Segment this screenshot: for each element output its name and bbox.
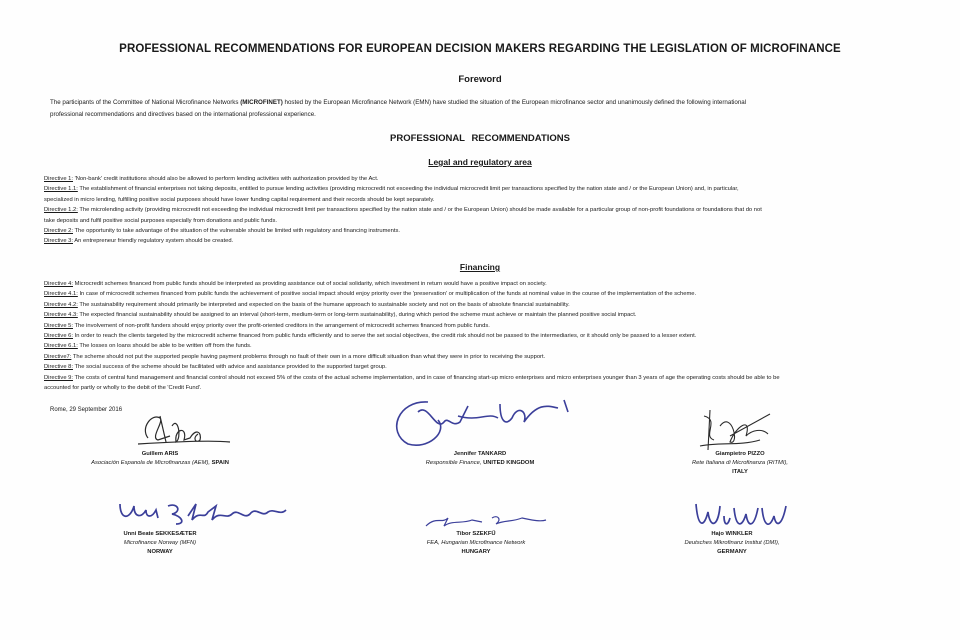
- directive-line: [44, 184, 914, 194]
- directive-line: [44, 352, 914, 362]
- place-date: Rome, 29 September 2016: [50, 407, 123, 413]
- signatory-org: Deutsches Mikrofinanz Institut (DMI),: [684, 540, 780, 546]
- directive-text: The opportunity to take advantage of the situation of the vulnerable should be limited with regulatory and financing instruments.: [73, 228, 400, 235]
- directive-label: Directive 1.2:: [44, 207, 78, 214]
- signature-image: [422, 510, 552, 530]
- directive-text: The losses on loans should be able to be written off from the funds.: [77, 343, 252, 350]
- directive-text: The establishment of financial enterprises not taking deposits, entitled to pursue lending activities (providing microcredit not exceeding the individual microcredit limit per transactions specified by the nation state and / or the European Union) and, in particular,: [77, 186, 739, 193]
- signatory-country: GERMANY: [717, 549, 747, 555]
- signature-image: [130, 408, 240, 448]
- directive-text: accounted for partly or wholly to the debit of the 'Credit Fund'.: [44, 385, 202, 392]
- signature-image: [690, 406, 780, 456]
- directive-text: An entrepreneur friendly regulatory system should be created.: [73, 238, 234, 245]
- directive-line: [44, 279, 914, 289]
- directive-text: The costs of central fund management and financial control should not exceed 5% of the costs of the actual scheme implementation, and in case of financing start-up micro enterprises and micro enterprises younger than 3 years of age the operating costs should be able to be: [73, 374, 780, 381]
- directive-line: [44, 373, 914, 383]
- signatory-block: [632, 530, 832, 557]
- signatory-name: Jennifer TANKARD: [453, 451, 507, 457]
- signatory-org: Rete Italiana di Microfinanza (RITMI),: [691, 460, 788, 466]
- directive-text: 'Non-bank' credit institutions should also be allowed to perform lending activities with authorization provided by the Act.: [73, 176, 379, 182]
- signatory-org: Responsible Finance, UNITED KINGDOM: [425, 460, 535, 466]
- directive-label: Directive 8:: [44, 364, 73, 371]
- directive-text: The scheme should not put the supported people having payment problems through no fault of their own in a more difficult situation than what they were in prior to receiving the support.: [71, 353, 546, 360]
- directive-text: The involvement of non-profit funders should enjoy priority over the profit-oriented creditors in the arrangement of microcredit schemes financed from public funds.: [73, 322, 490, 329]
- directive-text: In case of microcredit schemes financed from public funds the achievement of positive social impact should enjoy priority over the 'preservation' or multiplication of the funds at nominal value in the course of the implementation of the scheme.: [77, 291, 697, 298]
- signatory-name: Hajo WINKLER: [711, 531, 753, 537]
- directive-line: [44, 310, 914, 320]
- directive-line: [44, 321, 914, 331]
- directive-line: [44, 205, 914, 215]
- financing-heading: Financing: [459, 262, 501, 272]
- directive-text: The microlending activity (providing microcredit not exceeding the individual microcredit limit per transactions specified by the nation state and / or the European Union) should be made available for a particular group of non-profit foundations or foundations that do not: [77, 207, 762, 214]
- directive-label: Directive 4:: [44, 281, 73, 287]
- signature-image: [388, 392, 588, 452]
- signatory-country: ITALY: [732, 469, 748, 475]
- legal-directives-list: [44, 174, 914, 247]
- directive-line: [44, 236, 914, 246]
- intro-paragraph: [50, 97, 910, 120]
- intro-text-3: professional recommendations and directives based on the international professional experience.: [50, 110, 316, 118]
- directive-line: [44, 289, 914, 299]
- directive-label: Directive 4.2:: [44, 301, 78, 308]
- directive-text: In order to reach the clients targeted by the microcredit scheme financed from public funds efficiently and to serve the set social objectives, the credit risk should not be passed to the intermediaries, or it should only be passed to a lesser extent.: [73, 333, 697, 340]
- directive-label: Directive 4.1:: [44, 291, 78, 298]
- directive-line: [44, 341, 914, 351]
- signatory-name: Tibor SZEKFŰ: [456, 531, 496, 537]
- signatory-block: [376, 530, 576, 557]
- directive-text: The sustainability requirement should primarily be interpreted and expected on the basis of the humane approach to sustainable society and not on the basis of absolute financial sustainability.: [77, 301, 570, 308]
- intro-text-2: hosted by the European Microfinance Network (EMN) have studied the situation of the European microfinance sector and unanimously defined the following international: [282, 99, 747, 106]
- signatory-block: [380, 450, 580, 468]
- signatory-org: FEA, Hungarian Microfinance Network: [426, 540, 526, 546]
- intro-text-1: The participants of the Committee of National Microfinance Networks: [50, 99, 241, 106]
- signatory-name: Giampietro PIZZO: [715, 451, 765, 457]
- signatory-block: [640, 450, 840, 477]
- directive-label: Directive 6.1:: [44, 343, 78, 350]
- signatory-org: Asociación Espanola de Microfinanzas (AEM), SPAIN: [91, 460, 229, 466]
- signatory-name: Unni Beate SEKKESÆTER: [123, 531, 197, 537]
- directive-label: Directive 5:: [44, 322, 73, 329]
- directive-text: The expected financial sustainability should be assigned to an interval (short-term, medium-term or long-term sustainability), during which period the scheme must achieve or maintain the planned positive social impact.: [77, 312, 637, 319]
- recommendations-heading: PROFESSIONAL RECOMMENDATIONS: [390, 133, 570, 144]
- directive-text: Microcredit schemes financed from public funds should be interpreted as providing assistance out of social solidarity, which investment in return would have a positive impact on society.: [73, 281, 547, 287]
- foreword-heading: Foreword: [458, 74, 502, 85]
- signatory-block: [60, 530, 260, 557]
- directive-label: Directive 1:: [44, 176, 73, 182]
- signatory-name: Guillem ARIS: [141, 451, 179, 457]
- directive-line: [44, 331, 914, 341]
- directive-label: Directive 9:: [44, 374, 73, 381]
- directive-label: Directive 4.3:: [44, 312, 78, 319]
- signatory-country: NORWAY: [147, 549, 173, 555]
- signature-image: [692, 498, 792, 530]
- directive-line: [44, 300, 914, 310]
- directive-text: take deposits and fulfil positive social purposes especially from donations and public funds.: [44, 217, 277, 224]
- intro-text-bold: (MICROFINET): [240, 99, 283, 106]
- financing-directives-list: [44, 279, 914, 393]
- signatory-org: Microfinance Norway (MFN): [123, 540, 197, 546]
- directive-label: Directive7:: [44, 353, 72, 360]
- directive-line: [44, 226, 914, 236]
- legal-heading: Legal and regulatory area: [428, 157, 532, 167]
- directive-line: [44, 195, 914, 205]
- directive-label: Directive 6:: [44, 333, 73, 340]
- signature-image: [116, 496, 296, 530]
- document-title: PROFESSIONAL RECOMMENDATIONS FOR EUROPEAN DECISION MAKERS REGARDING THE LEGISLATION OF MICROFINANCE: [119, 43, 841, 55]
- directive-text: The social success of the scheme should be facilitated with advice and assistance provided to the supported target group.: [73, 364, 387, 371]
- signatory-block: [60, 450, 260, 468]
- directive-line: [44, 362, 914, 372]
- directive-label: Directive 2:: [44, 228, 73, 235]
- directive-label: Directive 3:: [44, 238, 73, 245]
- directive-line: [44, 174, 914, 184]
- directive-line: [44, 216, 914, 226]
- directive-label: Directive 1.1:: [44, 186, 78, 193]
- directive-text: specialized in micro lending, fulfilling positive social purposes should have lower funding capital requirement and their records should be kept separately.: [44, 196, 435, 203]
- signatory-country: HUNGARY: [461, 549, 491, 555]
